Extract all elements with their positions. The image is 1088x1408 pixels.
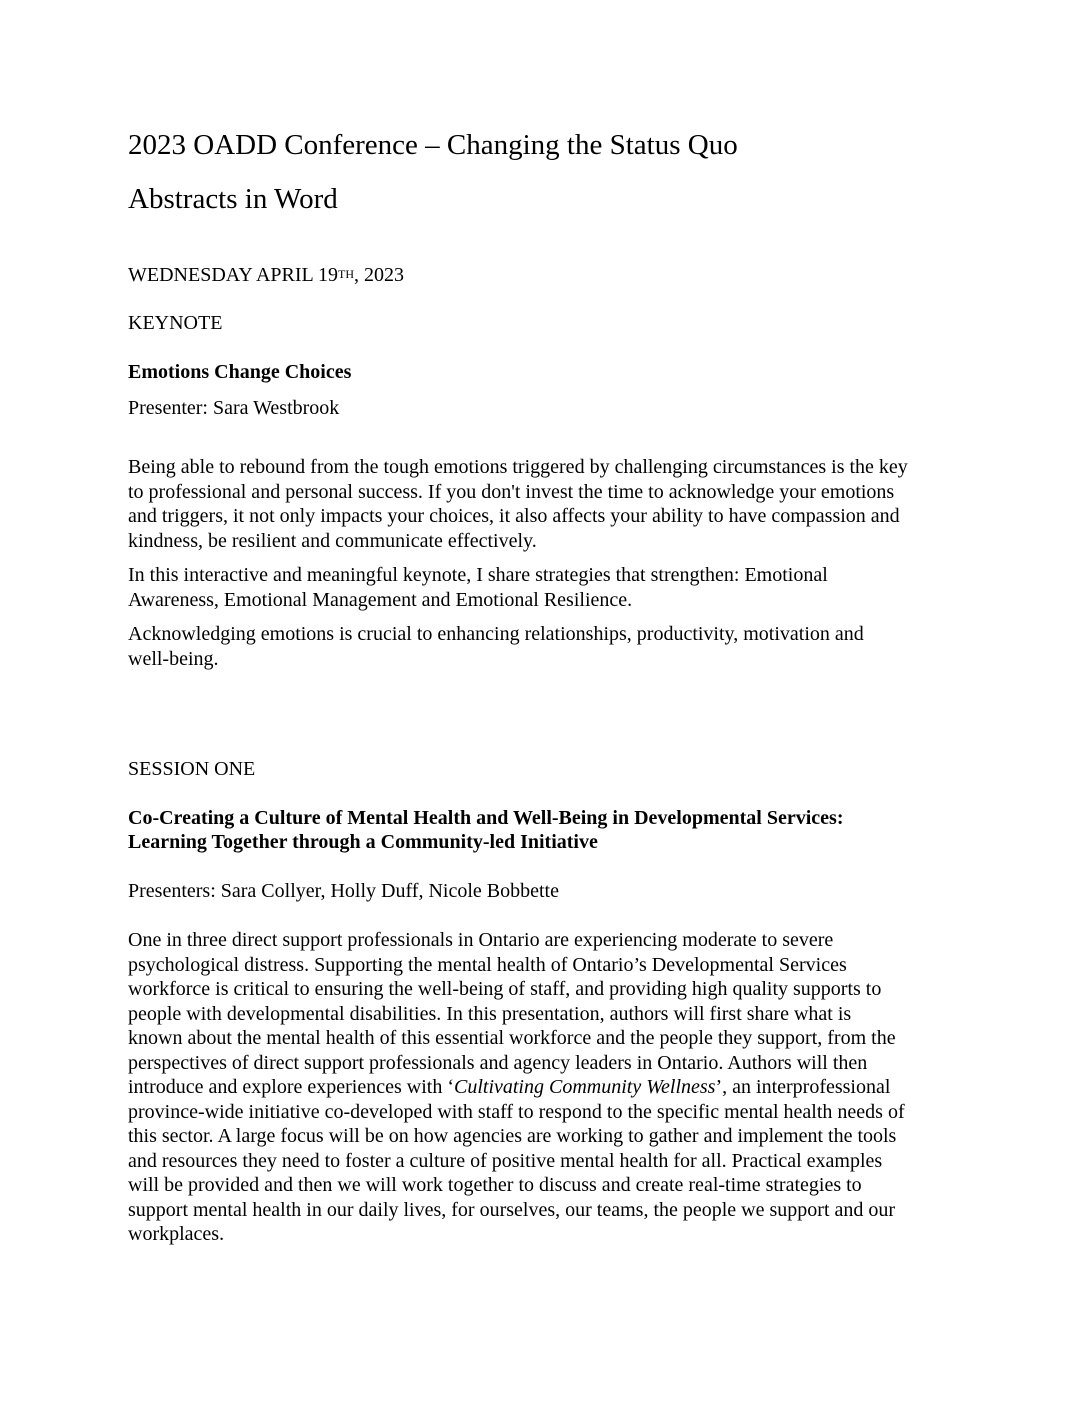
paragraph-line: well-being.: [128, 647, 219, 670]
date-superscript: TH: [338, 267, 355, 281]
session-one-label: SESSION ONE: [128, 758, 256, 780]
date-prefix: WEDNESDAY APRIL 19: [128, 264, 339, 286]
paragraph-line: support mental health in our daily lives, for ourselves, our teams, the people we support and our: [128, 1198, 896, 1221]
keynote-paragraph-1: [128, 455, 908, 553]
paragraph-line: workplaces.: [128, 1223, 225, 1245]
paragraph-line: psychological distress. Supporting the mental health of Ontario’s Developmental Services: [128, 953, 847, 976]
italic-line-before: introduce and explore experiences with ‘: [128, 1076, 454, 1098]
keynote-presenter: Presenter: Sara Westbrook: [128, 397, 340, 419]
paragraph-line: and resources they need to foster a culture of positive mental health for all. Practical examples: [128, 1149, 883, 1172]
paragraph-line: perspectives of direct support professionals and agency leaders in Ontario. Authors will then: [128, 1051, 868, 1074]
date-suffix: , 2023: [354, 264, 405, 286]
paragraph-line: people with developmental disabilities. In this presentation, authors will first share what is: [128, 1002, 852, 1025]
paragraph-line: will be provided and then we will work together to discuss and create real-time strategies to: [128, 1174, 862, 1196]
keynote-paragraph-3: [128, 622, 864, 671]
paragraph-line: known about the mental health of this essential workforce and the people they support, from the: [128, 1027, 896, 1049]
document-title: 2023 OADD Conference – Changing the Status Quo: [128, 129, 738, 161]
paragraph-line: workforce is critical to ensuring the well-being of staff, and providing high quality supports to: [128, 978, 882, 1000]
session-one-title: [128, 806, 844, 854]
session-title-line: Learning Together through a Community-led Initiative: [128, 831, 598, 853]
paragraph-line: One in three direct support professionals in Ontario are experiencing moderate to severe: [128, 929, 834, 951]
paragraph-line-with-italic: [128, 1075, 905, 1100]
document-subtitle: Abstracts in Word: [128, 183, 338, 215]
paragraph-line: province-wide initiative co-developed with staff to respond to the specific mental health needs of: [128, 1100, 905, 1123]
keynote-label: KEYNOTE: [128, 312, 223, 334]
paragraph-line: kindness, be resilient and communicate effectively.: [128, 529, 537, 552]
paragraph-line: to professional and personal success. If you don't invest the time to acknowledge your emotions: [128, 480, 895, 503]
session-one-abstract: [128, 928, 905, 1247]
session-one-presenters: Presenters: Sara Collyer, Holly Duff, Nicole Bobbette: [128, 880, 559, 902]
initiative-name: Cultivating Community Wellness: [453, 1076, 716, 1098]
paragraph-line: and triggers, it not only impacts your choices, it also affects your ability to have compassion and: [128, 505, 900, 527]
paragraph-line: Being able to rebound from the tough emotions triggered by challenging circumstances is the key: [128, 456, 908, 478]
conference-date: [128, 263, 404, 287]
keynote-paragraph-2: [128, 563, 828, 612]
paragraph-line: this sector. A large focus will be on how agencies are working to gather and implement the tools: [128, 1125, 897, 1147]
paragraph-line: In this interactive and meaningful keynote, I share strategies that strengthen: Emotional: [128, 564, 828, 586]
keynote-title: Emotions Change Choices: [128, 361, 352, 383]
italic-line-after: ’, an interprofessional: [715, 1076, 891, 1098]
paragraph-line: Awareness, Emotional Management and Emotional Resilience.: [128, 588, 633, 611]
session-title-line: Co-Creating a Culture of Mental Health and Well-Being in Developmental Services:: [128, 807, 844, 829]
paragraph-line: Acknowledging emotions is crucial to enhancing relationships, productivity, motivation and: [128, 623, 864, 645]
